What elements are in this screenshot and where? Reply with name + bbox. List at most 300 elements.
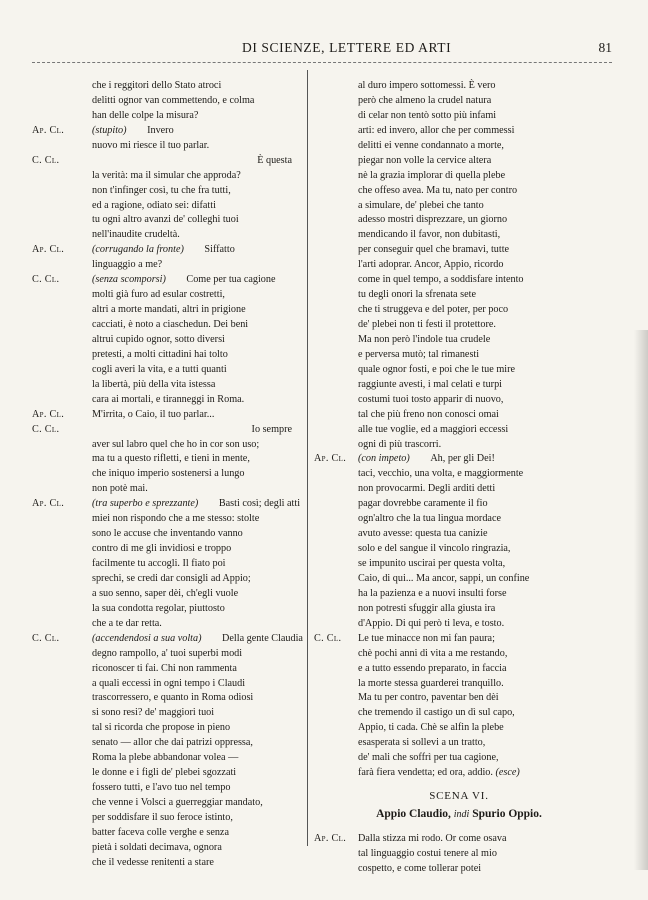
verse-line [32,467,302,482]
verse-line [314,557,604,572]
line-text [358,587,507,602]
verse-line [314,542,604,557]
line-text [92,781,231,796]
verse-line [32,378,302,393]
verse-line [314,423,604,438]
verse-line [314,632,604,647]
line-text [92,721,230,736]
verse-line [314,452,604,467]
line-body: nell'inaudite crudeltà. [92,229,180,241]
verse-line [314,169,604,184]
line-body: che tremendo il castigo un dì sul capo, [358,707,515,719]
line-text [358,647,507,662]
line-body: pietà i soldati decimava, ognora [92,841,222,853]
line-text [92,662,237,677]
verse-line [32,766,302,781]
line-body: sprechi, se credi dar consigli ad Appio; [92,572,251,584]
speaker-label: Ap. Cl. [314,832,347,844]
line-body: pretesti, a molti cittadini hai tolto [92,348,228,360]
line-text [92,213,239,228]
line-body: come in quel tempo, a soddisfare intento [358,274,524,286]
line-body: linguaggio a me? [92,259,163,271]
verse-line [32,632,302,647]
line-text [92,632,303,647]
line-text [92,348,228,363]
verse-line [32,811,302,826]
line-text [92,467,245,482]
verse-line [32,184,302,199]
verse-line [314,572,604,587]
line-body: pagar dovrebbe caramente il fio [358,498,488,510]
line-body: Invero [147,124,174,136]
verse-line [32,721,302,736]
line-body: tal linguaggio costui tenere al mio [358,847,497,859]
line-body: la libertà, più della vita istessa [92,378,216,390]
verse-line [32,124,302,139]
line-text [358,94,491,109]
verse-line [314,199,604,214]
verse-line [32,109,302,124]
verse-line [314,139,604,154]
verse-line [32,482,302,497]
verse-line [32,94,302,109]
line-text [358,213,507,228]
speaker-label: C. Cl. [32,154,60,166]
line-text [358,273,524,288]
line-text [92,826,229,841]
line-body: quale ognor fosti, e poi che le tue mire [358,363,516,375]
line-text [358,512,501,527]
line-body: M'irrita, o Caio, il tuo parlar... [92,408,215,420]
verse-line [32,79,302,94]
line-body: d'Appio. Di qui però ti leva, e tosto. [358,617,505,629]
line-body: Ma tu per contro, paventar ben dèi [358,692,499,704]
line-text [92,527,243,542]
verse-line [314,736,604,751]
line-body: tal che più freno non conosci omai [358,408,499,420]
speaker-label: Ap. Cl. [32,408,65,420]
verse-line [314,467,604,482]
verse-line [32,647,302,662]
line-body: che iniquo imperio sostenersi a lungo [92,468,245,480]
line-text [358,617,504,632]
verse-line [314,706,604,721]
line-text [92,452,250,467]
verse-line [32,736,302,751]
verse-line [314,527,604,542]
line-text [92,766,236,781]
verse-line [32,841,302,856]
line-text [358,706,515,721]
line-text [92,691,253,706]
speaker-label: C. Cl. [32,632,60,644]
line-body: le donne e i figli de' plebei sgozzati [92,767,237,779]
line-body: Della gente Claudia [222,632,303,644]
line-text [358,228,500,243]
verse-line [314,184,604,199]
line-text [358,832,507,847]
verse-line [314,378,604,393]
line-text [92,109,198,124]
line-body: senato — allor che dai patrizi oppressa, [92,737,253,749]
speaker-label: Ap. Cl. [314,453,347,465]
line-body: cara ai mortali, e tiranneggi in Roma. [92,393,245,405]
line-body: ed a ragione, odiato sei: difatti [92,199,216,211]
line-body: e perversa mutò; tal rimanesti [358,348,480,360]
verse-line [32,497,302,512]
verse-line [314,766,604,781]
verse-line [314,333,604,348]
verse-line [32,258,302,273]
line-text [358,348,479,363]
line-text [92,199,216,214]
line-body: l'arti adoprar. Ancor, Appio, ricordo [358,259,504,271]
line-text [358,632,495,647]
line-body: si sono resi? de' maggiori tuoi [92,707,215,719]
line-body: non provocarmi. Degli arditi detti [358,483,496,495]
verse-line [32,587,302,602]
line-text [92,497,300,512]
verse-line [32,154,302,169]
line-text [358,199,484,214]
line-text [358,318,496,333]
verse-line [314,847,604,862]
line-body: che il vedesse renitenti a stare [92,856,214,868]
line-text [92,363,227,378]
line-text [358,527,488,542]
line-text [92,423,292,438]
line-body: riconoscer ti fai. Chi non rammenta [92,662,237,674]
stage-direction: (esce) [495,767,520,779]
scene-cast [314,808,604,820]
header-rule [32,62,612,63]
verse-line [314,482,604,497]
line-body: nuovo mi riesce il tuo parlar. [92,139,210,151]
line-text [92,393,244,408]
line-body: al duro impero sottomessi. È vero [358,80,496,91]
line-text [358,154,491,169]
verse-line [314,348,604,363]
line-body: Appio, ti cada. Chè se alfin la plebe [358,722,504,734]
scene-cast-first: Appio Claudio, [376,807,451,820]
verse-line [32,423,302,438]
line-text [358,751,499,766]
line-body: che offeso avea. Ma tu, nato per contro [358,184,518,196]
line-body: altrui cupido ognor, sotto diversi [92,333,225,345]
line-text [92,333,225,348]
line-text [92,228,180,243]
verse-line [32,348,302,363]
line-text [92,602,225,617]
line-text [358,288,476,303]
line-body: per conseguir quel che bramavi, tutte [358,244,510,256]
line-text [358,363,515,378]
line-text [92,796,263,811]
line-body: Roma la plebe abbandonar volea — [92,752,239,764]
line-text [358,602,495,617]
line-body: ogni dì più trascorri. [358,438,442,450]
verse-line [32,318,302,333]
line-body: altri a morte mandati, altri in prigione [92,304,246,316]
verse-line [314,363,604,378]
verse-line [314,273,604,288]
line-text [92,841,222,856]
verse-line [314,512,604,527]
line-text [92,318,248,333]
line-text [92,572,251,587]
verse-line [32,213,302,228]
verse-line [314,832,604,847]
line-body: cogli averi la vita, e a tutti quanti [92,363,227,375]
line-text [358,662,507,677]
line-body: e a tutto essendo preparato, in faccia [358,662,507,674]
verse-line [314,109,604,124]
line-text [358,333,490,348]
line-text [358,79,496,94]
verse-line [314,662,604,677]
line-text [358,721,504,736]
verse-line [314,587,604,602]
line-body: batter faceva colle verghe e senza [92,826,229,838]
line-body: Come per tua cagione [186,274,276,286]
line-body: molti già furo ad esular costretti, [92,289,225,301]
line-text [92,378,215,393]
line-body: che ti struggeva e del poter, per poco [358,304,509,316]
verse-line [32,826,302,841]
verse-line [32,363,302,378]
line-body: raggiunte avesti, i mal celati e turpi [358,378,502,390]
verse-line [314,258,604,273]
line-body: sono le accuse che inventando vanno [92,528,243,540]
line-text [92,94,254,109]
line-text [92,169,241,184]
line-body: delitti ei venne condannato a morte, [358,139,504,151]
verse-line [32,557,302,572]
verse-line [314,751,604,766]
verse-line [32,408,302,423]
line-text [358,169,505,184]
line-text [92,542,231,557]
line-text [92,736,253,751]
running-title: DI SCIENZE, LETTERE ED ARTI [242,40,452,55]
line-text [92,273,276,288]
verse-line [32,288,302,303]
verse-line [314,213,604,228]
line-body: chè pochi anni di vita a me restando, [358,647,508,659]
line-text [92,811,233,826]
verse-line [314,602,604,617]
line-body: a suo senno, saper dèi, ch'egli vuole [92,587,239,599]
stage-direction: (stupito) [92,124,127,136]
verse-line [32,572,302,587]
line-text [358,542,510,557]
line-text [92,408,214,423]
verse-line [32,199,302,214]
verse-line [32,303,302,318]
line-text [358,109,496,124]
line-body: de' mali che soffrì per tua cagione, [358,752,499,764]
verse-line [32,856,302,871]
line-body: tal si ricorda che propose in pieno [92,722,231,734]
line-body: cacciati, è noto a ciaschedun. Dei beni [92,319,249,330]
speaker-label: C. Cl. [314,632,342,644]
line-body: per soddisfare il suo feroce istinto, [92,811,233,823]
verse-line [314,408,604,423]
line-body: a simulare, de' plebei che tanto [358,199,484,211]
line-body: solo e del sangue il vincolo ringrazia, [358,543,511,555]
line-text [92,512,259,527]
line-body: ha la pazienza e a nuovi insulti forse [358,587,507,599]
line-body: che a te dar retta. [92,617,162,629]
line-text [358,378,502,393]
line-text [358,393,503,408]
line-text [92,677,245,692]
line-text [358,258,503,273]
line-text [358,847,497,862]
stage-direction: (senza scomporsi) [92,274,166,286]
verse-line [32,602,302,617]
line-body: Ah, per gli Dei! [430,453,495,465]
verse-line [314,647,604,662]
line-body: se impunito uscirai per questa volta, [358,558,506,569]
verse-line [32,751,302,766]
line-text [92,617,162,632]
line-body: la sua condotta regolar, piuttosto [92,602,225,614]
stage-direction: (accendendosi a sua volta) [92,632,202,644]
verse-line [32,796,302,811]
line-body: tu degli onori la sfrenata sete [358,289,476,301]
line-body: aver sul labro quel che ho in cor son uso; [92,438,260,450]
line-body: di celar non tentò sotto più infami [358,109,497,121]
verse-line [314,393,604,408]
stage-direction: (tra superbo e sprezzante) [92,498,199,510]
line-body: avuto avesse: questa tua canizie [358,528,488,540]
line-text [358,557,505,572]
line-body: Siffatto [204,244,235,256]
verse-line [314,617,604,632]
line-body: Le tue minacce non mi fan paura; [358,632,495,644]
line-text [92,258,162,273]
line-body: mendicando il favor, non dubitasti, [358,229,501,241]
verse-line [314,318,604,333]
line-text [358,482,495,497]
line-body: han delle colpe la misura? [92,109,199,121]
verse-line [32,393,302,408]
verse-line [32,273,302,288]
line-text [358,184,517,199]
line-text [92,288,225,303]
line-body: Basti così; degli atti [218,498,301,510]
verse-line [314,303,604,318]
line-body: miei non rispondo che a me stesso: stolte [92,513,260,525]
verse-line [32,452,302,467]
line-text [358,303,508,318]
verse-line [314,438,604,453]
verse-line [314,79,604,94]
line-body: costumi tuoi tosto apparir di nuovo, [358,393,504,405]
verse-line [32,677,302,692]
line-body: nè la grazia implorar di quella plebe [358,169,506,181]
page-number: 81 [598,40,612,55]
verse-line [32,617,302,632]
line-body: ma tu a questo rifletti, e tieni in mente, [92,453,250,465]
line-body: che i reggitori dello Stato atroci [92,80,222,91]
line-body: non t'infinger così, tu che fra tutti, [92,184,231,196]
line-body: Io sempre [251,423,292,435]
line-body: alle tue voglie, ed a maggiori eccessi [358,423,509,435]
line-text [358,408,499,423]
line-text [92,154,292,169]
verse-line [32,527,302,542]
verse-line [32,542,302,557]
line-body: Dalla stizza mi rodo. Or come osava [358,832,507,844]
line-text [92,184,231,199]
verse-line [314,691,604,706]
line-body: esasperata si sollevi a un tratto, [358,737,486,749]
speaker-label: Ap. Cl. [32,244,65,256]
verse-line [314,124,604,139]
verse-line [314,243,604,258]
line-body: a quali eccessi in ogni tempo i Claudi [92,677,246,689]
line-body: Caio, di qui... Ma ancor, sappi, un confine [358,572,530,584]
scene-title: SCENA VI. [429,789,489,802]
line-text [92,706,214,721]
line-body: ogn'altro che la tua lingua mordace [358,513,501,525]
line-body: taci, vecchio, una volta, e maggiormente [358,468,524,480]
verse-line [32,512,302,527]
verse-line [32,228,302,243]
line-text [92,751,238,766]
line-text [358,497,488,512]
verse-line [314,862,604,877]
speaker-label: Ap. Cl. [32,124,65,136]
verse-line [314,228,604,243]
line-body: arti: ed invero, allor che per commessi [358,124,515,136]
line-text [92,587,238,602]
line-text [358,139,504,154]
line-body: che venne i Volsci a guerreggiar mandato, [92,797,263,808]
line-text [358,677,504,692]
speaker-label: C. Cl. [32,274,60,286]
line-body: Ma non però l'indole tua crudele [358,333,491,345]
line-body: fossero tutti, e l'avo tuo nel tempo [92,782,231,794]
line-text [92,647,242,662]
line-text [92,124,174,139]
line-text [92,856,214,871]
line-body: cospetto, e come tollerar potei [358,862,482,874]
line-body: farà fiera vendetta; ed ora, addio. [358,767,493,779]
line-body: facilmente tu accogli. Il fiato poi [92,558,226,569]
verse-line [32,706,302,721]
line-body: la morte stessa guarderei tranquillo. [358,677,504,689]
line-text [358,572,529,587]
line-body: de' plebei non ti festi il protettore. [358,319,496,330]
line-body: tu ogni altro avanzi de' colleghi tuoi [92,214,239,226]
verse-line [314,497,604,512]
line-text [358,691,499,706]
verse-line [32,691,302,706]
verse-line [32,169,302,184]
verse-line [32,438,302,453]
line-text [92,482,148,497]
right-column [314,79,604,781]
line-text [358,452,495,467]
line-body: trascorressero, e quanto in Roma odiosi [92,692,254,704]
scene-cast-indi: indi [453,808,470,820]
line-body: però che almeno la crudel natura [358,94,492,106]
line-text [358,467,523,482]
scene-cast-second: Spurio Oppio. [472,807,542,820]
